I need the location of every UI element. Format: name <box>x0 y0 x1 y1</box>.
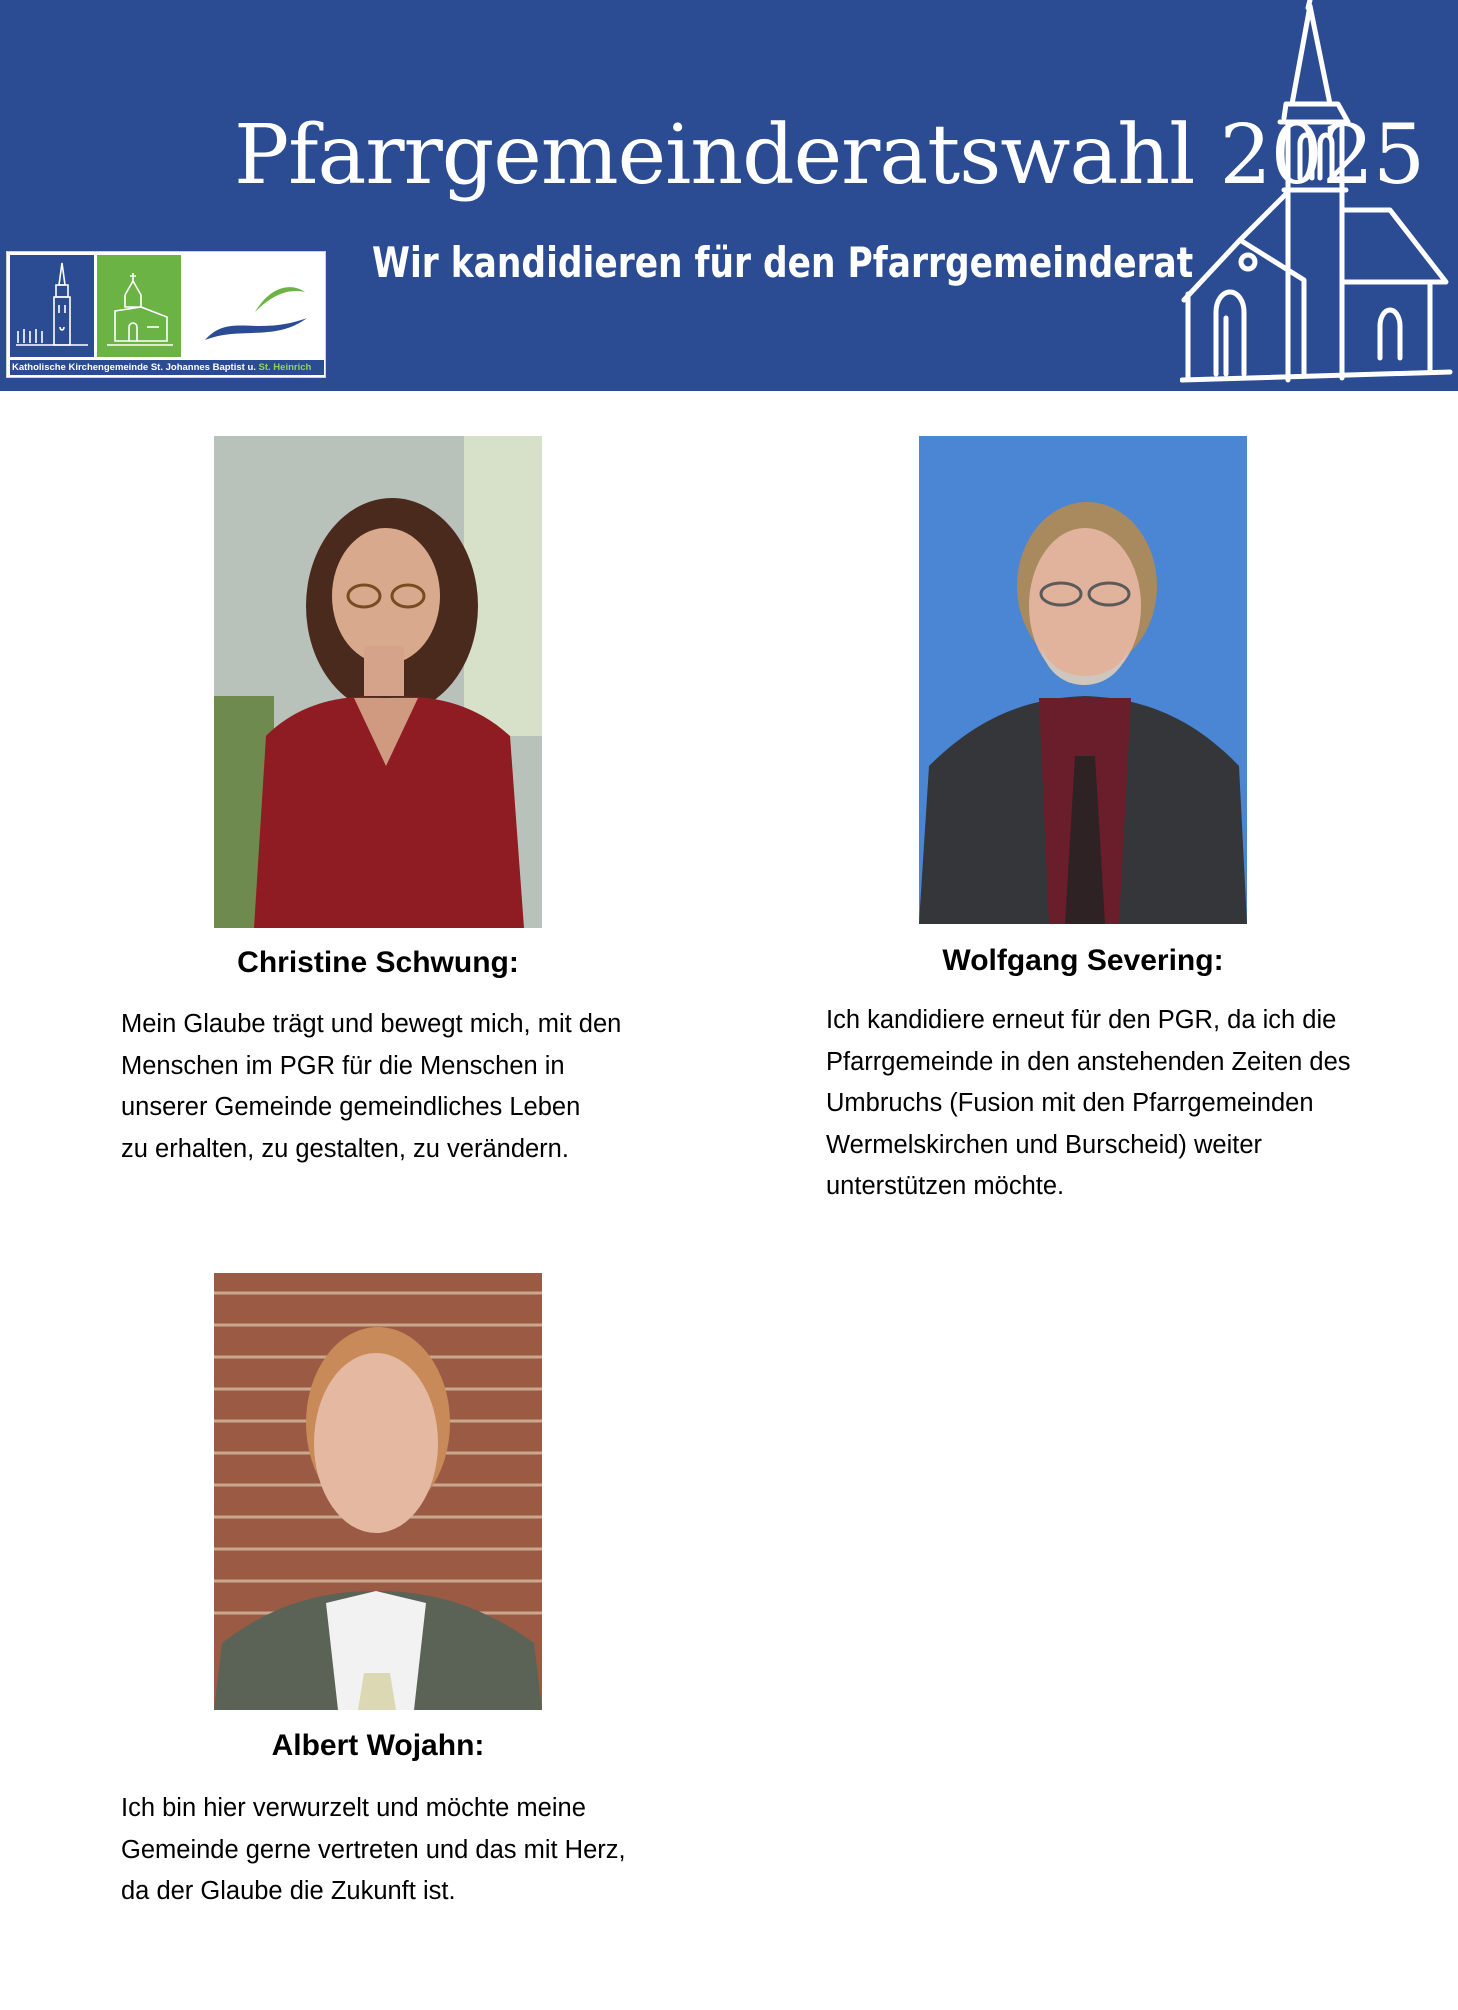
candidate-name: Christine Schwung: <box>237 946 519 979</box>
candidate-name: Wolfgang Severing: <box>942 944 1224 977</box>
statement-line: Ich kandidiere erneut für den PGR, da ich die <box>826 1006 1337 1034</box>
page-title: Pfarrgemeinderatswahl 2025 <box>234 108 1425 203</box>
statement-line: unserer Gemeinde gemeindliches Leben <box>121 1093 581 1121</box>
statement-line: unterstützen möchte. <box>826 1172 1065 1200</box>
candidate-photo-wolfgang <box>919 436 1247 924</box>
header-banner <box>0 0 1458 391</box>
statement-line: Ich bin hier verwurzelt und möchte meine <box>121 1794 586 1822</box>
candidate-name: Albert Wojahn: <box>271 1729 485 1762</box>
candidate-photo-christine <box>214 436 542 928</box>
statement-line: Menschen im PGR für die Menschen in <box>121 1051 565 1080</box>
statement-line: zu erhalten, zu gestalten, zu verändern. <box>121 1134 569 1163</box>
church-outline-icon <box>1180 0 1458 391</box>
candidate-statement <box>121 1788 626 1913</box>
statement-line: da der Glaube die Zukunft ist. <box>121 1877 456 1905</box>
statement-line: Wermelskirchen und Burscheid) weiter <box>826 1130 1263 1159</box>
candidate-photo-albert <box>214 1273 542 1710</box>
candidate-statement <box>826 1000 1351 1208</box>
parish-logo <box>6 251 326 378</box>
logo-caption-main: Katholische Kirchengemeinde St. Johannes Baptist u. <box>12 362 256 373</box>
statement-line: Mein Glaube trägt und bewegt mich, mit den <box>121 1010 622 1038</box>
page-subtitle: Wir kandidieren für den Pfarrgemeinderat <box>372 238 1194 287</box>
waves-logo-icon <box>195 282 315 352</box>
chapel-logo-icon <box>97 255 181 357</box>
logo-caption <box>10 360 324 375</box>
statement-line: Gemeinde gerne vertreten und das mit Herz, <box>121 1835 626 1864</box>
candidate-statement <box>121 1004 621 1170</box>
church-tower-logo-icon <box>10 255 94 357</box>
statement-line: Pfarrgemeinde in den anstehenden Zeiten des <box>826 1047 1351 1076</box>
statement-line: Umbruchs (Fusion mit den Pfarrgemeinden <box>826 1089 1314 1117</box>
logo-caption-accent: St. Heinrich <box>258 362 312 373</box>
